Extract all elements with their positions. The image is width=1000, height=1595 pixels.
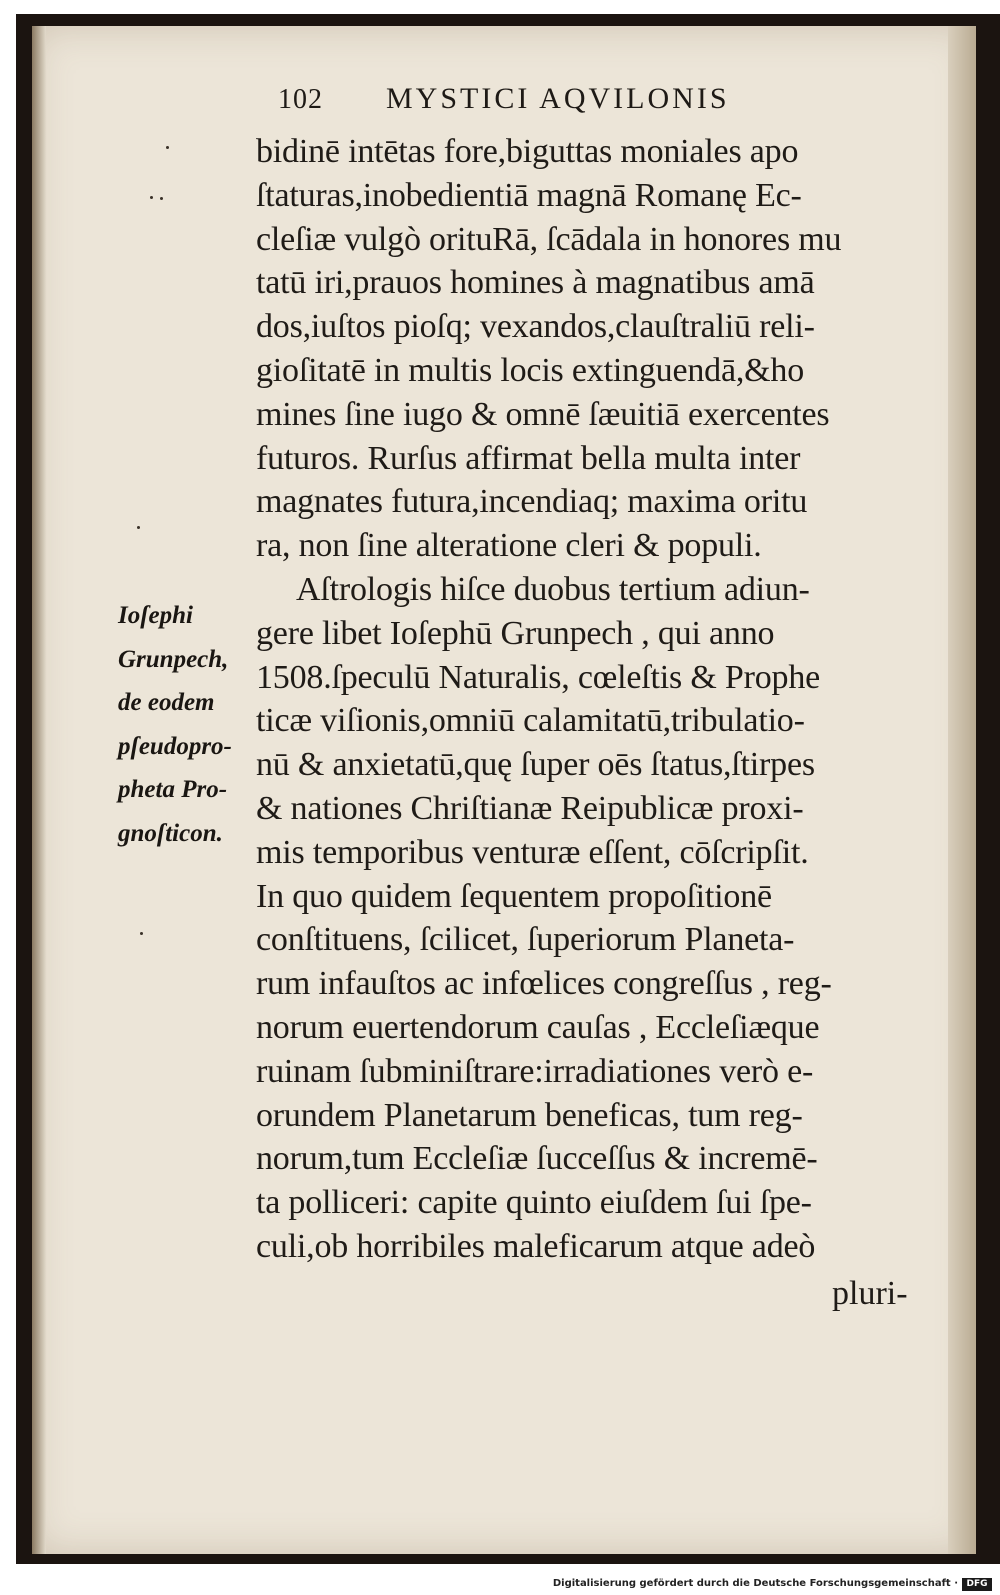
running-head	[278, 82, 818, 126]
ink-speck	[140, 932, 143, 935]
text-line: ta polliceri: capite quinto eiuſdem ſui ſpe-	[256, 1184, 812, 1222]
page-number: 102	[278, 84, 323, 115]
ink-speck	[150, 196, 153, 199]
marginal-note-line: pheta Pro-	[118, 776, 228, 804]
text-line: ſtaturas,inobedientiā magnā Romanę Ec-	[256, 176, 802, 214]
marginal-note-line: gnoſticon.	[118, 819, 223, 847]
text-line: norum euertendorum cauſas , Eccleſiæque	[256, 1008, 820, 1046]
ink-speck	[166, 146, 169, 149]
text-line: 1508.ſpeculū Naturalis, cœleſtis & Prophe	[256, 658, 821, 696]
text-line: ruinam ſubminiſtrare:irradiationes verò e-	[256, 1052, 814, 1090]
text-line: rum infauſtos ac infœlices congreſſus , reg-	[256, 965, 832, 1003]
marginal-note-line: Ioſephi	[118, 602, 193, 629]
text-line: bidinē intētas fore,biguttas moniales apo	[256, 133, 799, 170]
marginal-note-line: Grunpech,	[118, 645, 229, 673]
body-text	[256, 130, 928, 1269]
text-line: orundem Planetarum beneficas, tum reg-	[256, 1096, 803, 1134]
text-line: conſtituens, ſcilicet, ſuperiorum Planeta-	[256, 921, 795, 959]
text-line: mis temporibus venturæ eſſent, cōſcripſit.	[256, 833, 809, 871]
text-line: In quo quidem ſequentem propoſitionē	[256, 877, 772, 915]
text-line: culi,ob horribiles maleficarum atque adeò	[256, 1227, 816, 1265]
text-line: mines ſine iugo & omnē ſæuitiā exercentes	[256, 395, 830, 433]
ink-speck	[160, 197, 163, 200]
text-line: & nationes Chriſtianæ Reipublicæ proxi-	[256, 789, 804, 827]
ink-speck	[137, 526, 140, 529]
marginal-note-line: de eodem	[118, 689, 215, 717]
text-line: gioſitatē in multis locis extinguendā,&ho	[256, 351, 805, 389]
text-line: gere libet Ioſephū Grunpech , qui anno	[256, 614, 775, 652]
text-line: ra, non ſine alteratione cleri & populi.	[256, 527, 762, 565]
marginal-note-line: pſeudopro-	[118, 732, 232, 760]
text-line: tatū iri,prauos homines à magnatibus amā	[256, 264, 815, 302]
text-line: norum,tum Eccleſiæ ſucceſſus & incremē-	[256, 1140, 818, 1178]
page-gutter	[32, 26, 46, 1554]
text-line: dos,iuſtos pioſq; vexandos,clauſtraliū reli-	[256, 308, 815, 346]
page-fore-edge	[948, 26, 976, 1554]
text-line: cleſiæ vulgò orituRā, ſcādala in honores mu	[256, 220, 842, 258]
text-line: ticæ viſionis,omniū calamitatū,tribulatio-	[256, 702, 805, 740]
text-line-paragraph-start: Aſtrologis hiſce duobus tertium adiun-	[296, 570, 810, 608]
digitization-credit: Digitalisierung gefördert durch die Deutsche Forschungsgemeinschaft ·	[552, 1578, 958, 1589]
catchword: pluri-	[832, 1275, 908, 1312]
running-head-title: MYSTICI AQVILONIS	[386, 82, 730, 115]
text-line: nū & anxietatū,quę ſuper oēs ſtatus,ſtirpes	[256, 746, 815, 784]
text-line: magnates futura,incendiaq; maxima oritu	[256, 483, 808, 521]
text-line: futuros. Rurſus affirmat bella multa inter	[256, 439, 801, 477]
dfg-logo: DFG	[962, 1578, 992, 1591]
